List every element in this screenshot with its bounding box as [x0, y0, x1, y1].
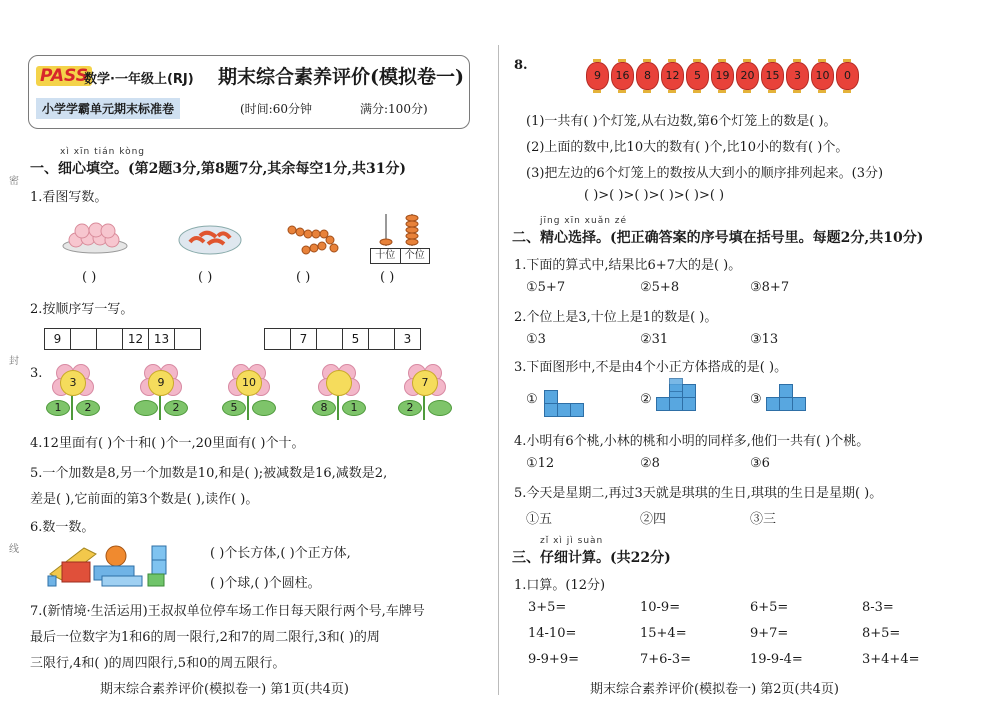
q4-text: 4.12里面有( )个十和( )个一,20里面有( )个十。 [30, 436, 305, 451]
calc-item[interactable]: 9+7= [750, 626, 789, 641]
choice3-question: 3.下面图形中,不是由4个小正方体搭成的是( )。 [514, 360, 788, 375]
seq2-cell: 7 [291, 329, 317, 349]
choice1-option-3[interactable]: ③8+7 [750, 280, 790, 295]
right-page-footer: 期末综合素养评价(模拟卷一) 第2页(共4页) [590, 682, 839, 697]
flower-right-leaf[interactable]: 2 [164, 400, 188, 416]
choice5-option-2[interactable]: ②四 [640, 512, 667, 527]
section3-title: 三、仔细计算。(共22分) [512, 550, 671, 566]
binding-mark-3: 线 [9, 544, 19, 555]
q5-text-line1: 5.一个加数是8,另一个加数是10,和是( );被减数是16,减数是2, [30, 466, 388, 481]
q8-part2: (2)上面的数中,比10大的数有( )个,比10小的数有( )个。 [526, 140, 849, 155]
binding-mark-2: 封 [9, 356, 19, 367]
q6-text-line2: ( )个球,( )个圆柱。 [210, 576, 321, 591]
flower-right-leaf[interactable] [252, 400, 276, 416]
lantern: 19 [711, 62, 734, 90]
oral-calc-prompt: 1.口算。(12分) [514, 578, 606, 593]
choice5-option-1[interactable]: ①五 [526, 512, 553, 527]
calc-item[interactable]: 14-10= [528, 626, 577, 641]
choice2-option-1[interactable]: ①3 [526, 332, 546, 347]
abacus-ones-label: 个位 [404, 250, 425, 261]
flower-left-leaf[interactable]: 2 [398, 400, 422, 416]
bead-string-image [286, 222, 342, 258]
calc-item[interactable]: 8-3= [862, 600, 894, 615]
shrimp-plate-image [178, 222, 242, 256]
calc-item[interactable]: 3+4+4= [862, 652, 920, 667]
calc-item[interactable]: 3+5= [528, 600, 567, 615]
choice2-option-3[interactable]: ③13 [750, 332, 779, 347]
seq1-cell: 9 [45, 329, 71, 349]
calc-item[interactable]: 9-9+9= [528, 652, 579, 667]
flower-top-number[interactable]: 7 [412, 370, 438, 396]
calc-item[interactable]: 7+6-3= [640, 652, 691, 667]
lantern: 3 [786, 62, 809, 90]
number-flower [220, 364, 276, 422]
choice1-question: 1.下面的算式中,结果比6+7大的是( )。 [514, 258, 742, 273]
lantern: 20 [736, 62, 759, 90]
abacus-image [370, 212, 430, 264]
choice5-question: 5.今天是星期二,再过3天就是琪琪的生日,琪琪的生日是星期( )。 [514, 486, 883, 501]
time-info: (时间:60分钟 [240, 102, 312, 116]
choice3-option-2[interactable]: ② [640, 392, 652, 407]
flower-left-leaf[interactable] [134, 400, 158, 416]
choice1-option-1[interactable]: ①5+7 [526, 280, 566, 295]
q7-text-line1: 7.(新情境·生活运用)王叔叔单位停车场工作日每天限行两个号,车牌号 [30, 604, 425, 619]
flower-top-number[interactable]: 10 [236, 370, 262, 396]
flower-right-leaf[interactable] [428, 400, 452, 416]
q6-prompt: 6.数一数。 [30, 520, 95, 535]
choice3-option-1[interactable]: ① [526, 392, 538, 407]
sequence-ascending [44, 328, 201, 350]
q1-answer-1[interactable]: ( ) [82, 270, 97, 285]
section2-title: 二、精心选择。(把正确答案的序号填在括号里。每题2分,共10分) [512, 230, 924, 246]
q3-prompt: 3. [30, 366, 43, 381]
number-flower [310, 364, 366, 422]
q7-text-line3: 三限行,4和( )的周四限行,5和0的周五限行。 [30, 656, 286, 671]
series-tag: 小学学霸单元期末标准卷 [36, 98, 180, 119]
lantern: 16 [611, 62, 634, 90]
lantern: 10 [811, 62, 834, 90]
exam-title: 期末综合素养评价(模拟卷一) [218, 66, 464, 88]
seq2-cell[interactable] [317, 329, 343, 349]
number-flower [132, 364, 188, 422]
choice4-option-1[interactable]: ①12 [526, 456, 555, 471]
score-info: 满分:100分) [360, 102, 428, 116]
seq1-cell[interactable] [71, 329, 97, 349]
q8-label: 8. [514, 58, 528, 73]
binding-mark-1: 密 [9, 176, 19, 187]
section3-pinyin: zǐ xì jì suàn [540, 536, 604, 546]
choice4-option-3[interactable]: ③6 [750, 456, 770, 471]
page-divider [498, 45, 499, 695]
choice4-option-2[interactable]: ②8 [640, 456, 660, 471]
flower-top-number[interactable]: 3 [60, 370, 86, 396]
q7-text-line2: 最后一位数字为1和6的周一限行,2和7的周二限行,3和( )的周 [30, 630, 380, 645]
choice2-option-2[interactable]: ②31 [640, 332, 669, 347]
calc-item[interactable]: 19-9-4= [750, 652, 803, 667]
calc-item[interactable]: 15+4= [640, 626, 687, 641]
calc-item[interactable]: 6+5= [750, 600, 789, 615]
brand-logo: PASS [36, 66, 92, 86]
number-flower [44, 364, 100, 422]
lantern: 8 [636, 62, 659, 90]
cube-figure-1 [544, 390, 596, 418]
seq1-cell[interactable] [175, 329, 200, 349]
choice5-option-3[interactable]: ③三 [750, 512, 777, 527]
flower-right-leaf[interactable]: 1 [342, 400, 366, 416]
q8-part1: (1)一共有( )个灯笼,从右边数,第6个灯笼上的数是( )。 [526, 114, 837, 129]
abacus-tens-label: 十位 [371, 249, 401, 263]
calc-item[interactable]: 10-9= [640, 600, 681, 615]
lantern: 12 [661, 62, 684, 90]
flower-top-number[interactable] [326, 370, 352, 396]
choice2-question: 2.个位上是3,十位上是1的数是( )。 [514, 310, 718, 325]
seq2-cell[interactable] [369, 329, 395, 349]
q1-answer-4[interactable]: ( ) [380, 270, 395, 285]
choice1-option-2[interactable]: ②5+8 [640, 280, 680, 295]
peaches-plate-image [62, 220, 128, 254]
seq1-cell: 12 [123, 329, 149, 349]
left-page-footer: 期末综合素养评价(模拟卷一) 第1页(共4页) [100, 682, 349, 697]
seq2-cell: 5 [343, 329, 369, 349]
section1-pinyin: xì xīn tián kòng [60, 147, 146, 157]
q1-answer-2[interactable]: ( ) [198, 270, 213, 285]
flower-right-leaf[interactable]: 2 [76, 400, 100, 416]
section2-pinyin: jīng xīn xuǎn zé [540, 216, 628, 226]
lantern: 15 [761, 62, 784, 90]
seq2-cell: 3 [403, 332, 412, 346]
flower-left-leaf[interactable]: 8 [312, 400, 336, 416]
q6-text-line1: ( )个长方体,( )个正方体, [210, 546, 351, 561]
seq1-cell[interactable] [97, 329, 123, 349]
lantern: 9 [586, 62, 609, 90]
flower-left-leaf[interactable]: 1 [46, 400, 70, 416]
flower-left-leaf[interactable]: 5 [222, 400, 246, 416]
seq1-cell: 13 [149, 329, 175, 349]
q1-prompt: 1.看图写数。 [30, 190, 108, 205]
q2-prompt: 2.按顺序写一写。 [30, 302, 134, 317]
q5-text-line2: 差是( ),它前面的第3个数是( ),读作( )。 [30, 492, 259, 507]
section1-title: 一、细心填空。(第2题3分,第8题7分,其余每空1分,共31分) [30, 161, 407, 177]
flower-top-number[interactable]: 9 [148, 370, 174, 396]
cube-figure-2 [656, 384, 708, 418]
calc-item[interactable]: 8+5= [862, 626, 901, 641]
seq2-cell[interactable] [265, 329, 291, 349]
choice3-option-3[interactable]: ③ [750, 392, 762, 407]
q1-answer-3[interactable]: ( ) [296, 270, 311, 285]
q8-order-blanks[interactable]: ( )>( )>( )>( )>( )>( ) [584, 188, 725, 203]
solids-image [44, 540, 184, 588]
lantern: 0 [836, 62, 859, 90]
sequence-descending [264, 328, 421, 350]
cube-figure-3 [766, 384, 818, 418]
q8-part3: (3)把左边的6个灯笼上的数按从大到小的顺序排列起来。(3分) [526, 166, 884, 181]
choice4-question: 4.小明有6个桃,小林的桃和小明的同样多,他们一共有( )个桃。 [514, 434, 870, 449]
number-flower [396, 364, 452, 422]
lantern: 5 [686, 62, 709, 90]
subject-label: 数学·一年级上(RJ) [84, 72, 194, 87]
